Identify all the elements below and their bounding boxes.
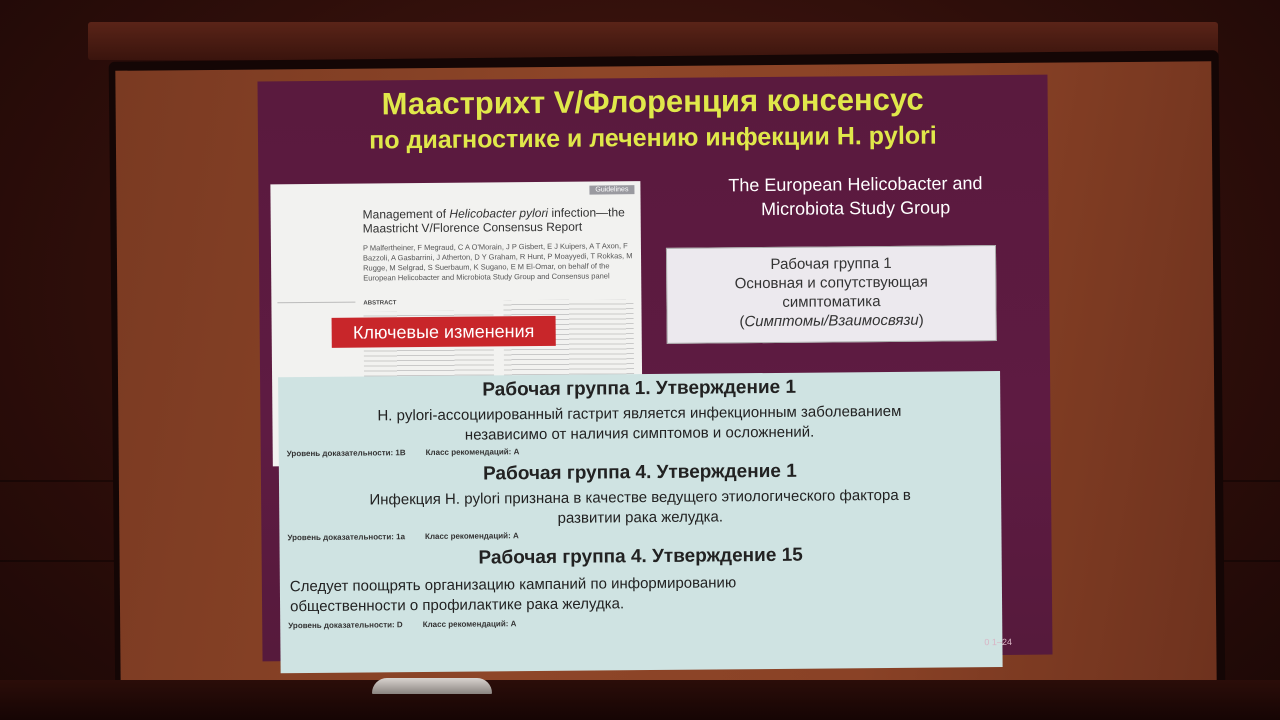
- statement-line: общественности о профилактике рака желудка.: [289, 595, 625, 616]
- paren-close: ): [918, 311, 924, 329]
- statement-line: развитии рака желудка.: [557, 508, 724, 527]
- evidence-level: Уровень доказательности: D: [288, 620, 403, 631]
- paper-title-italic: Helicobacter pylori: [449, 205, 549, 221]
- paper-tag: Guidelines: [589, 185, 634, 194]
- statement-text: [287, 485, 993, 531]
- floor: [0, 680, 1280, 720]
- paper-abstract-label: ABSTRACT: [363, 300, 397, 307]
- statement-line: H. pylori-ассоциированный гастрит является инфекционным заболеванием: [377, 402, 902, 425]
- study-group-line: Microbiota Study Group: [760, 197, 951, 220]
- statement-line: Инфекция H. pylori признана в качестве ведущего этиологического фактора в: [369, 486, 911, 509]
- stage-lamp: [372, 678, 492, 694]
- paper-authors: P Malfertheiner, F Megraud, C A O'Morain, J P Gisbert, E J Kuipers, A T Axon, F Bazzoli, A Gasbarrini, J Atherton, D Y Graham, R Hunt, P Moayyedi, T Rokkas, M Rugge, M Selgrad, S Suerbaum, K Sugano, E M El-Omar, on behalf of the European Helicobacter and Microbiota Study Group and Consensus panel: [362, 241, 633, 283]
- study-group-title: [670, 171, 1040, 222]
- presentation-slide: [257, 75, 1052, 662]
- paper-title-part: infection—the Maastricht V/Florence Consensus Report: [362, 205, 625, 236]
- statements-panel: [278, 371, 1003, 673]
- statement-line: Следует поощрять организацию кампаний по информированию: [289, 574, 737, 596]
- study-group-line: The European Helicobacter and: [728, 173, 983, 196]
- statement-evidence: [287, 447, 540, 458]
- statement-text: [290, 571, 996, 617]
- working-group-box: [666, 245, 997, 344]
- statement-heading: Рабочая группа 4. Утверждение 15: [478, 544, 803, 569]
- recommendation-class: Класс рекомендаций: A: [422, 619, 517, 630]
- paren-open: (: [739, 313, 745, 331]
- recommendation-class: Класс рекомендаций: A: [425, 531, 519, 542]
- key-changes-banner: Ключевые изменения: [332, 316, 556, 348]
- statement-heading: Рабочая группа 1. Утверждение 1: [482, 376, 797, 401]
- evidence-level: Уровень доказательности: 1a: [287, 532, 406, 543]
- recommendation-class: Класс рекомендаций: A: [425, 447, 520, 458]
- paper-title-part: Management of: [362, 206, 450, 222]
- paper-title: [363, 205, 633, 235]
- statement-evidence: [288, 619, 536, 630]
- working-group-topic: Симптомы/Взаимосвязи: [744, 311, 919, 331]
- working-group-line: Основная и сопутствующая: [734, 273, 928, 293]
- statement-text: [286, 401, 992, 447]
- evidence-level: Уровень доказательности: 1B: [286, 448, 406, 459]
- working-group-line: симптоматика: [782, 293, 881, 311]
- statement-heading: Рабочая группа 4. Утверждение 1: [482, 460, 797, 485]
- slide-subtitle: по диагностике и лечению инфекции H. pylori: [369, 121, 937, 155]
- statement-evidence: [287, 531, 538, 542]
- working-group-line: Рабочая группа 1: [770, 254, 892, 273]
- page-reference: 0 1–24: [984, 636, 1012, 648]
- slide-title: Маастрихт V/Флоренция консенсус: [381, 81, 924, 122]
- working-group-line: [668, 310, 996, 332]
- statement-line: независимо от наличия симптомов и осложнений.: [464, 423, 815, 444]
